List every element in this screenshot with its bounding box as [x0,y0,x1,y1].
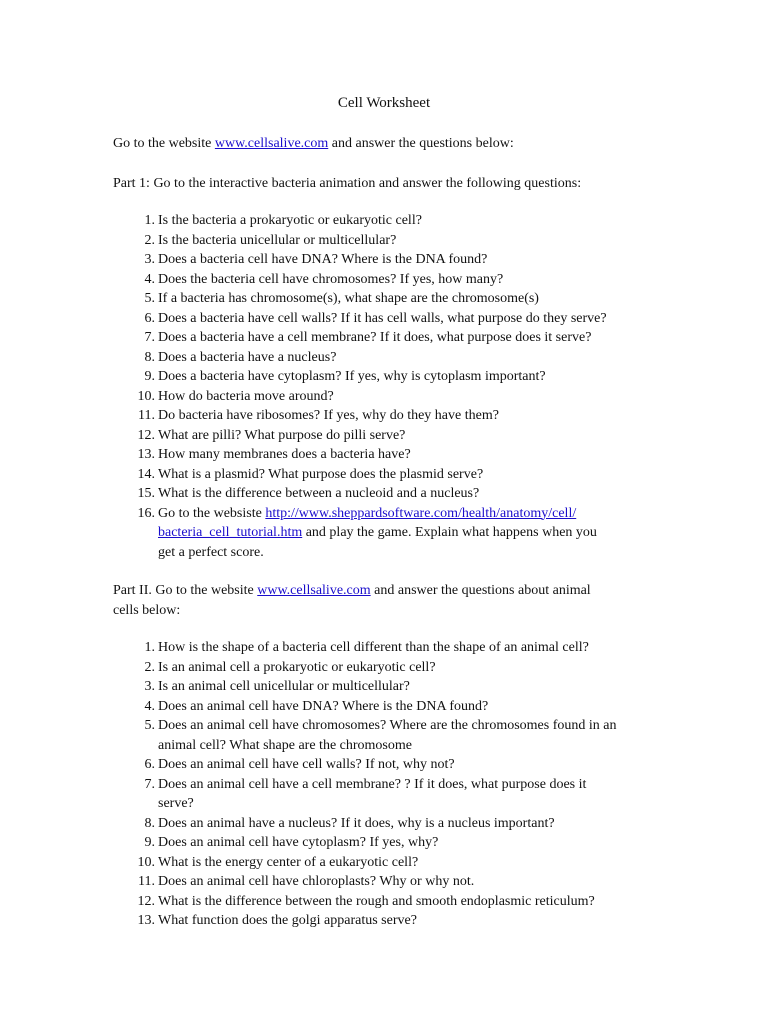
question-number: 1. [144,213,155,228]
question-number: 10. [137,388,155,404]
part2-heading [113,581,673,620]
q16-text-before: Go to the websiste [158,505,266,521]
part1-question [113,406,673,426]
part1-question [113,348,673,368]
question-text: What is a plasmid? What purpose does the plasmid serve? [158,466,484,482]
part1-question [113,211,673,231]
question-text: animal cell? What shape are the chromosome [158,737,412,753]
part2-question [113,892,658,912]
question-number: 9. [144,369,155,384]
question-number: 12. [137,427,155,443]
question-number: 3. [144,252,155,267]
question-number: 11. [138,408,155,423]
question-text: Is the bacteria a prokaryotic or eukaryotic cell? [158,213,422,228]
part2-question [113,697,658,717]
q16-text-line3: get a perfect score. [158,544,264,560]
question-number: 6. [144,310,155,326]
part2-question [113,853,658,873]
part1-question [113,309,673,329]
sheppard-link-line1[interactable]: http://www.sheppardsoftware.com/health/anatomy/cell/ [265,505,577,521]
question-number: 4. [144,698,155,714]
question-text: Does an animal cell have chloroplasts? Why or why not. [158,874,475,889]
cellsalive-link-part2[interactable]: www.cellsalive.com [257,583,371,598]
intro-text-after: and answer the questions below: [328,136,514,151]
part2-text-before: Part II. Go to the website [113,583,258,598]
question-number: 2. [144,232,155,248]
part2-question [113,833,658,853]
part1-question-list [113,211,673,562]
question-number: 13. [137,447,155,462]
question-number: 1. [144,640,155,655]
question-number: 14. [137,466,155,482]
part2-text-after: and answer the questions about animal [370,583,591,598]
question-number: 4. [144,271,155,287]
question-number: 9. [144,835,155,850]
question-text: Is the bacteria unicellular or multicellular? [158,232,397,248]
question-number: 6. [144,757,155,772]
part2-question [113,658,658,678]
intro-paragraph [113,134,653,154]
question-text: Does a bacteria have cytoplasm? If yes, why is cytoplasm important? [158,369,546,384]
question-text: Is an animal cell a prokaryotic or eukaryotic cell? [158,659,436,675]
intro-text-before: Go to the website [113,136,215,151]
question-number: 8. [144,815,155,831]
question-text: Does an animal cell have cytoplasm? If yes, why? [158,835,439,850]
part1-question [113,250,673,270]
question-text: Does the bacteria cell have chromosomes? If yes, how many? [158,271,504,287]
question-text: Does a bacteria have cell walls? If it has cell walls, what purpose do they serve? [158,310,607,326]
part1-question [113,445,673,465]
question-text: serve? [158,796,194,811]
question-number: 13. [137,913,155,928]
question-number: 5. [144,291,155,306]
part1-question [113,270,673,290]
q16-text-after: and play the game. Explain what happens when you [302,525,597,540]
question-text: What is the difference between a nucleoid and a nucleus? [158,486,480,501]
question-text: Does a bacteria have a nucleus? [158,349,337,365]
question-text: How many membranes does a bacteria have? [158,447,411,462]
part2-question [113,638,658,658]
sheppard-link-line2[interactable]: bacteria_cell_tutorial.htm [158,525,303,540]
part1-heading: Part 1: Go to the interactive bacteria animation and answer the following questions: [113,176,582,191]
part2-question [113,775,658,814]
part1-question [113,289,673,309]
part2-text-line2: cells below: [113,602,181,618]
question-number: 11. [138,874,155,889]
part2-question [113,814,658,834]
part1-question [113,367,673,387]
part1-question-16 [113,504,673,563]
part2-question [113,911,658,931]
part1-question [113,465,673,485]
question-number: 16. [137,505,155,521]
page-title: Cell Worksheet [337,95,431,111]
question-number: 12. [137,893,155,909]
part2-question-list [113,638,658,931]
question-text: Do bacteria have ribosomes? If yes, why do they have them? [158,408,499,423]
part2-question [113,872,658,892]
question-text: What is the energy center of a eukaryotic cell? [158,854,419,870]
question-text: Does a bacteria cell have DNA? Where is the DNA found? [158,252,488,267]
question-text: What is the difference between the rough and smooth endoplasmic reticulum? [158,893,595,909]
question-number: 8. [144,349,155,365]
question-text: What are pilli? What purpose do pilli serve? [158,427,406,443]
part1-question [113,328,673,348]
question-number: 7. [144,776,155,792]
question-text: How do bacteria move around? [158,388,334,404]
question-text: What function does the golgi apparatus serve? [158,913,417,928]
question-text: If a bacteria has chromosome(s), what shape are the chromosome(s) [158,291,539,306]
question-text: Does an animal cell have DNA? Where is the DNA found? [158,698,489,714]
question-number: 5. [144,718,155,733]
question-text: Does an animal have a nucleus? If it does, why is a nucleus important? [158,815,555,831]
question-text: Does an animal cell have cell walls? If not, why not? [158,757,455,772]
question-number: 3. [144,679,155,694]
question-text: Does a bacteria have a cell membrane? If it does, what purpose does it serve? [158,330,592,345]
question-number: 15. [137,486,155,501]
part2-question [113,716,658,755]
question-text: Does an animal cell have chromosomes? Where are the chromosomes found in an [158,718,617,733]
question-text: How is the shape of a bacteria cell different than the shape of an animal cell? [158,640,589,655]
question-number: 10. [137,854,155,870]
part1-question [113,231,673,251]
part2-question [113,755,658,775]
part2-question [113,677,658,697]
question-number: 7. [144,330,155,345]
question-text: Does an animal cell have a cell membrane? ? If it does, what purpose does it [158,776,587,792]
cellsalive-link[interactable]: www.cellsalive.com [214,136,329,151]
question-number: 2. [144,659,155,675]
part1-question [113,426,673,446]
part1-question [113,484,673,504]
part1-question [113,387,673,407]
question-text: Is an animal cell unicellular or multicellular? [158,679,410,694]
